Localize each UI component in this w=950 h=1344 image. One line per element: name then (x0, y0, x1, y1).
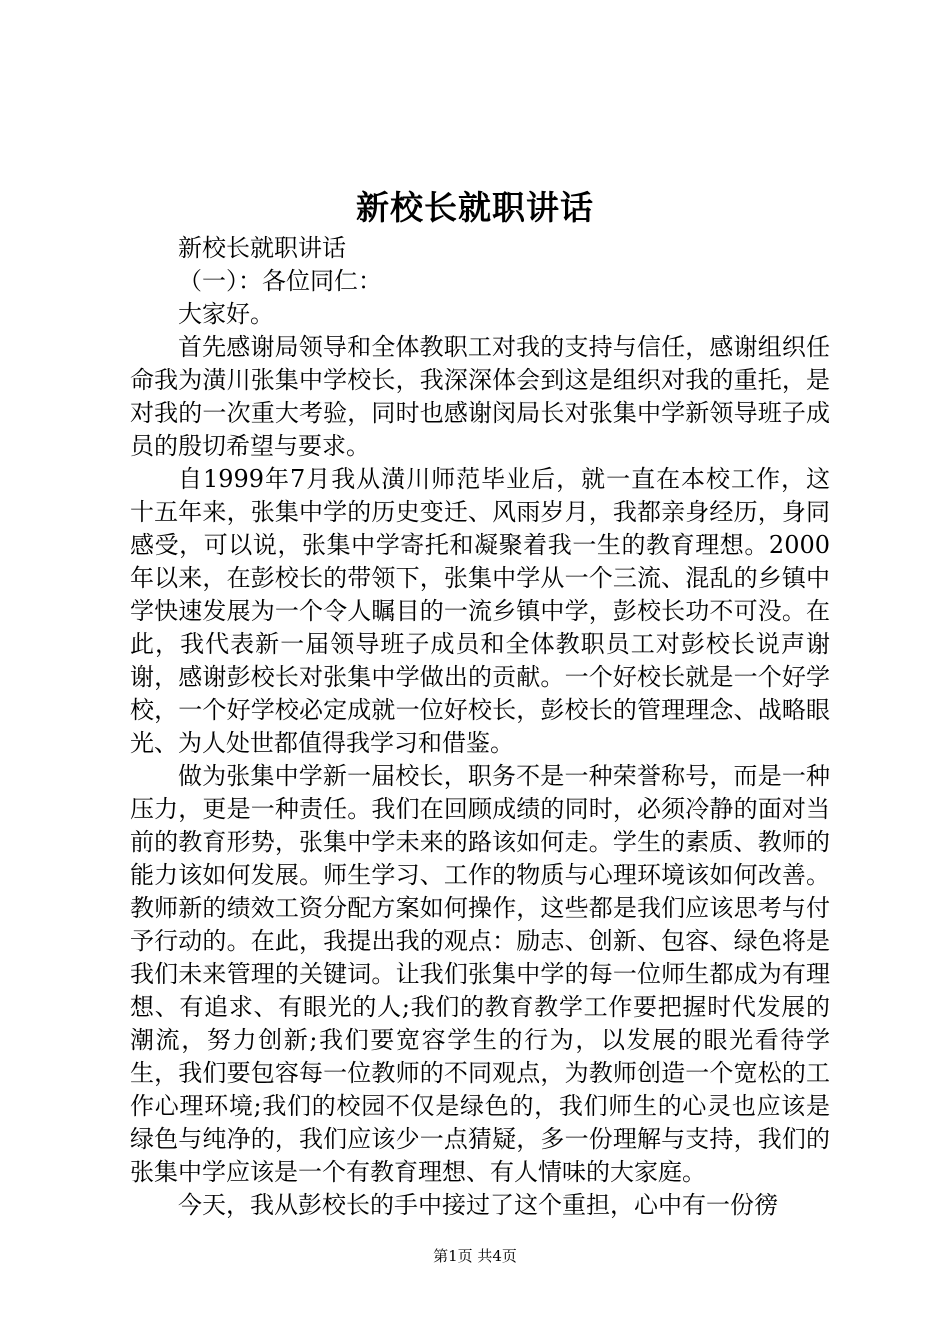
paragraph-responsibility: 做为张集中学新一届校长，职务不是一种荣誉称号，而是一种压力，更是一种责任。我们在回顾成绩的同时，必须冷静的面对当前的教育形势，张集中学未来的路该如何走。学生的素质、教师的能力该如何发展。师生学习、工作的物质与心理环境该如何改善。教师新的绩效工资分配方案如何操作，这些都是我们应该思考与付予行动的。在此，我提出我的观点：励志、创新、包容、绿色将是我们未来管理的关键词。让我们张集中学的每一位师生都成为有理想、有追求、有眼光的人;我们的教育教学工作要把握时代发展的潮流，努力创新;我们要宽容学生的行为，以发展的眼光看待学生，我们要包容每一位教师的不同观点，为教师创造一个宽松的工作心理环境;我们的校园不仅是绿色的，我们师生的心灵也应该是绿色与纯净的，我们应该少一点猜疑，多一份理解与支持，我们的张集中学应该是一个有教育理想、有人情味的大家庭。 (130, 762, 830, 1186)
paragraph-heading: 新校长就职讲话 (178, 234, 346, 262)
paragraph-history: 自1999年7月我从潢川师范毕业后，就一直在本校工作，这十五年来，张集中学的历史变迁、风雨岁月，我都亲身经历，身同感受，可以说，张集中学寄托和凝聚着我一生的教育理想。2000年以来，在彭校长的带领下，张集中学从一个三流、混乱的乡镇中学快速发展为一个令人瞩目的一流乡镇中学，彭校长功不可没。在此，我代表新一届领导班子成员和全体教职员工对彭校长说声谢谢，感谢彭校长对张集中学做出的贡献。一个好校长就是一个好学校，一个好学校必定成就一位好校长，彭校长的管理理念、战略眼光、为人处世都值得我学习和借鉴。 (130, 465, 830, 757)
paragraph-thanks: 首先感谢局领导和全体教职工对我的支持与信任，感谢组织任命我为潢川张集中学校长，我深深体会到这是组织对我的重托，是对我的一次重大考验，同时也感谢闵局长对张集中学新领导班子成员的殷切希望与要求。 (130, 333, 830, 460)
paragraph-salutation: （一）：各位同仁： (178, 267, 382, 295)
page-footer: 第1页 共4页 (433, 1247, 517, 1265)
document-body (130, 232, 830, 1222)
document-title: 新校长就职讲话 (356, 188, 594, 227)
paragraph-greeting: 大家好。 (178, 300, 274, 328)
paragraph-today: 今天，我从彭校长的手中接过了这个重担，心中有一份徬 (178, 1191, 778, 1219)
